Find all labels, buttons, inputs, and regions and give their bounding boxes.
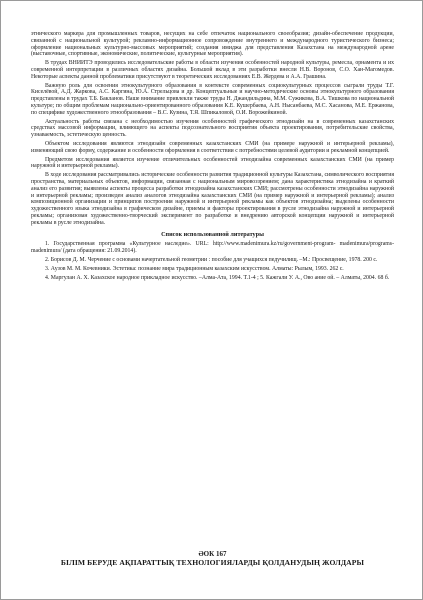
references-heading: Список использованной литературы — [161, 230, 264, 238]
body-paragraph: Важную роль для освоения этнокультурного образования в контексте современных социокультурных процессов сыграли труды Т.Г. Киселёвой, А.Д. Жаркова, А.С. Каргина, Ю.А. Стрельцова и др. Концептуальные и научно-методические основы этнокультурного образования представлены в трудах Т.Б. Бакланов. Наше внимание привлекли также труды Н. Джандильдина, М.М. Сужикова, В.А. Тишкова по национальной культуре; по общим проблемам национально-ориентированного образования К.Е. Кушербаева, А.Н. Нысанбаева, М.С. Хасанова, М.Е. Ержанова, по специфике художественного этнообразования – В.С. Кузина, Т.Я. Шпикаловой, О.И. Ворожейкиной. — [31, 82, 394, 116]
body-paragraph: Предметом исследования является изучение отличительных особенностей этнодизайна современных казахстанских СМИ (на пример наружной и интерьерной рекламы). — [31, 156, 394, 170]
next-article-title: БІЛІМ БЕРУДЕ АҚПАРАТТЫҚ ТЕХНОЛОГИЯЛАРДЫ ҚОЛДАНУДЫҢ ЖОЛДАРЫ — [60, 558, 365, 567]
body-paragraph: этнического маркера для промышленных товаров, несущих на себе отпечаток национального своеобразия; дизайн-обеспечение продукции, связанной с национальной культурой; рекламно-информационное сопровождение внутреннего и международного туристического бизнеса; оформление национальных культурно-массовых мероприятий; создания имиджа для представления Казахстана на международной арене (выставочные, спортивные, экономические, политические, культурные мероприятия). — [31, 31, 394, 58]
page-content — [31, 31, 394, 283]
reference-item: 3. Аузов М. М. Кочевники. Эстетика: познание мира традиционным казахским искусством. Алматы: Рылым, 1993. 262 с. — [45, 265, 344, 272]
reference-item: 4. Маргулан А. Х. Казахское народное прикладное искусство. –Алма-Ата, 1994. Т.1-4 ; 5. Кажгали У. А., Ово ание ой. – Алматы, 2004. 68 б. — [45, 274, 390, 281]
next-article-header — [1, 550, 423, 567]
reference-item: 1. Государственная программа «Культурное наследие». URL: http://www.madenimura.kz/ru/government-program- madenimura/programs-madenimura/ (дата обращения: 21.09.2014). — [31, 241, 394, 255]
references-list — [31, 241, 394, 281]
body-paragraph: Актуальность работы связана с необходимостью изучения особенностей графического этнодизайн на в современных казахстанских средствах массовой информации, влияющего на аспекты подсознательного восприятия объекта проектирования, потребительские свойства, узнаваемость, эстетическую ценность. — [31, 118, 394, 139]
reference-item: 2. Борисов Д. М. Черчение с основами начертательной геометрии : пособие для учащихся педучилищ. –М.: Просвещение, 1978. 200 с. — [45, 256, 378, 263]
body-paragraph: В ходе исследования рассматривались исторические особенности развития традиционной культуры Казахстана, символического восприятия пространства, материальных объектов, информации, связанная с национальным мировоззрением; дана характеристика этнодизайна и краткий анализ его развития; выявлены аспекты процесса разработки этнодизайна казахстанских СМИ; рассмотрены особенности этнодизайна наружной и интерьерной рекламы; произведен анализ аналогов этнодизайна казахстанских СМИ (на пример наружной и интерьерной рекламы); анализ композиционной организации и принципов построения наружной и интерьерной рекламы как объектов этнодизайна; выделены особенности художественного языка этнодизайна в графическом дизайне, приемы и факторы проектирования в русле этнодизайна наружной и интерьерной рекламы; организован художественно-творческий эксперимент по разработке и внедрению авторской концепции наружной и интерьерной рекламы в русле этнодизайна. — [31, 172, 394, 226]
body-paragraph: В трудах ВНИИТЭ проводились исследовательские работы в области изучения особенностей народной культуры, ремесла, орнамента и их современной интерпретации в различных областях дизайна. Большой вклад в эти разработки внесли Н.В. Воронов, С.О. Хан-Магомедов. Некоторые аспекты данной проблематики присутствуют в теоретических исследованиях Е.В. Жердева и А.А. Грашина. — [31, 60, 394, 80]
body-paragraph: Объектом исследования являются этнодизайн современных казахстанских СМИ (на примере наружной и интерьерной рекламы), изменяющий свою форму, содержание и особенности оформления в соответствии с потребностями целевой аудитории и рекламной концепцией. — [31, 140, 394, 154]
udk-code: ӘОК 167 — [198, 550, 227, 558]
